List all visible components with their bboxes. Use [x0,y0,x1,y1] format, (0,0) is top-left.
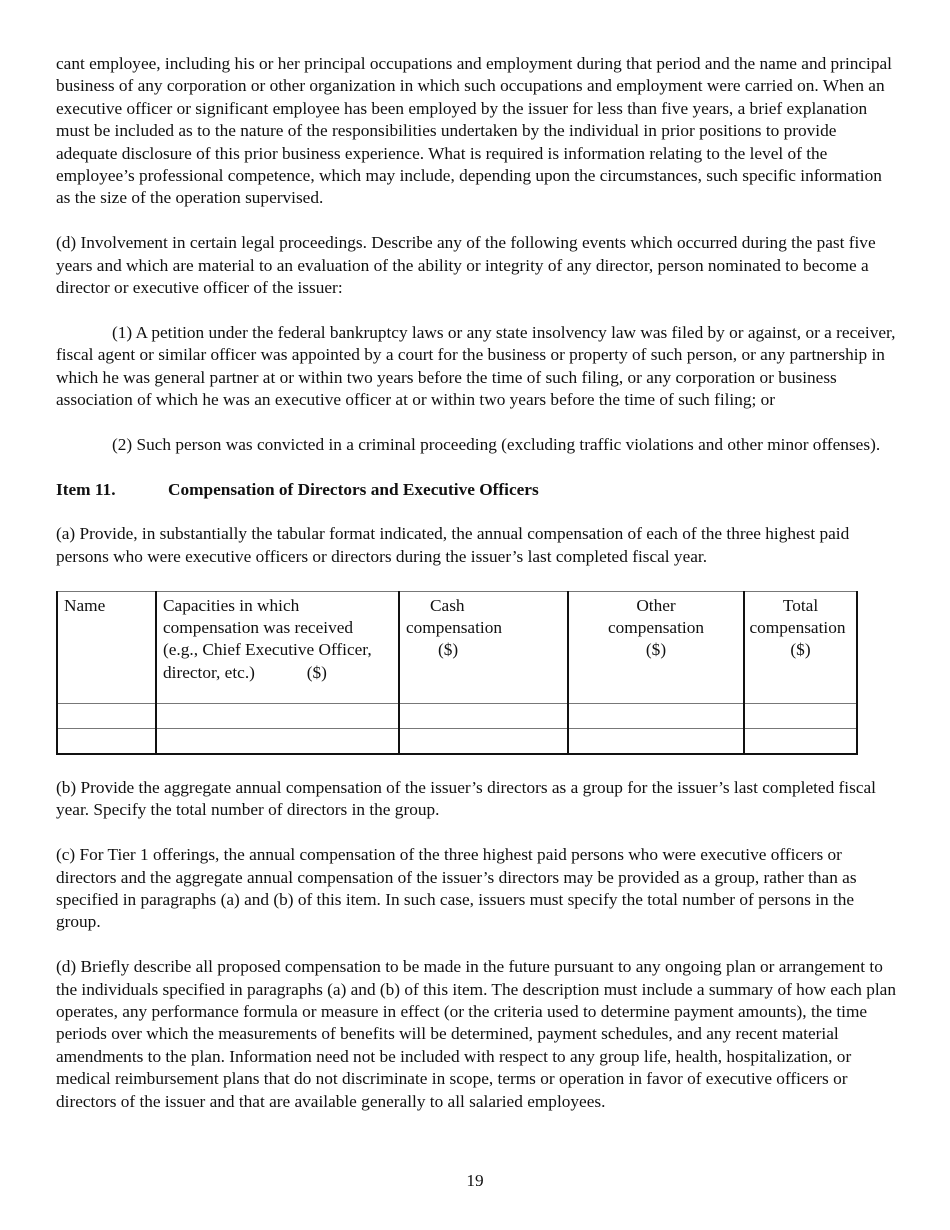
table-cell [156,703,399,728]
table-cell [568,728,744,754]
header-total-compensation: Total compensation ($) [744,591,857,703]
paragraph-legal-proceedings: (d) Involvement in certain legal proceedings. Describe any of the following events which occurred during the past five years and which are material to an evaluation of the ability or integrity of any director, person nominated to become a director or executive officer of the issuer: [56,233,876,298]
paragraph-aggregate-compensation: (b) Provide the aggregate annual compensation of the issuer’s directors as a group for the issuer’s last completed fiscal year. Specify the total number of directors in the group. [56,778,876,820]
item-heading [56,479,898,501]
table-cell [399,703,568,728]
item-title: Compensation of Directors and Executive Officers [168,479,539,499]
document-page [56,53,898,1113]
table-row [57,728,857,754]
table-header-row [57,591,857,703]
table-cell [744,703,857,728]
table-cell [744,728,857,754]
item-number: Item 11. [56,479,116,499]
table-cell [57,703,156,728]
paragraph-criminal-proceeding: (2) Such person was convicted in a criminal proceeding (excluding traffic violations and other minor offenses). [112,434,881,454]
header-capacities: Capacities in which compensation was received (e.g., Chief Executive Officer, director, etc.) ($) [156,591,399,703]
paragraph-bankruptcy: (1) A petition under the federal bankruptcy laws or any state insolvency law was filed by or against, or a receiver, fiscal agent or similar officer was appointed by a court for the business or property of such person, or any partnership in which he was general partner at or within two years before the time of such filing, or any corporation or business association of which he was an executive officer at or within two years before the time of such filing; or [56,322,896,410]
table-cell [156,728,399,754]
table-row [57,703,857,728]
compensation-table [56,591,858,755]
table-cell [568,703,744,728]
paragraph-proposed-compensation: (d) Briefly describe all proposed compensation to be made in the future pursuant to any ongoing plan or arrangement to the individuals specified in paragraphs (a) and (b) of this item. The description must include a summary of how each plan operates, any performance formula or measure in effect (or the criteria used to determine payment amounts), the time periods over which the measurements of benefits will be determined, payment schedules, and any recent material amendments to the plan. Information need not be included with respect to any group life, health, hospitalization, or medical reimbursement plans that do not discriminate in scope, terms or operation in favor of executive officers or directors of the issuer and that are available generally to all salaried employees. [56,957,896,1111]
header-cash-compensation: Cash compensation ($) [399,591,568,703]
table-cell [399,728,568,754]
page-number: 19 [466,1171,484,1190]
paragraph-tier1-offerings: (c) For Tier 1 offerings, the annual compensation of the three highest paid persons who were executive officers or directors and the aggregate annual compensation of the issuer’s directors may be provided as a group, rather than as specified in paragraphs (a) and (b) of this item. In such case, issuers must specify the total number of persons in the group. [56,845,857,932]
table-cell [57,728,156,754]
paragraph-employee-background: cant employee, including his or her principal occupations and employment during that period and the name and principal business of any corporation or other organization in which such occupations and employment were carried on. When an executive officer or significant employee has been employed by the issuer for less than five years, a brief explanation must be included as to the nature of the responsibilities undertaken by the individual in prior positions to provide adequate disclosure of this prior business experience. What is required is information relating to the level of the employee’s professional competence, which may include, depending upon the circumstances, such specific information as the size of the operation supervised. [56,54,892,208]
paragraph-tabular-format: (a) Provide, in substantially the tabular format indicated, the annual compensation of each of the three highest paid persons who were executive officers or directors during the issuer’s last completed fiscal year. [56,524,850,566]
header-name: Name [57,591,156,703]
header-other-compensation: Other compensation ($) [568,591,744,703]
